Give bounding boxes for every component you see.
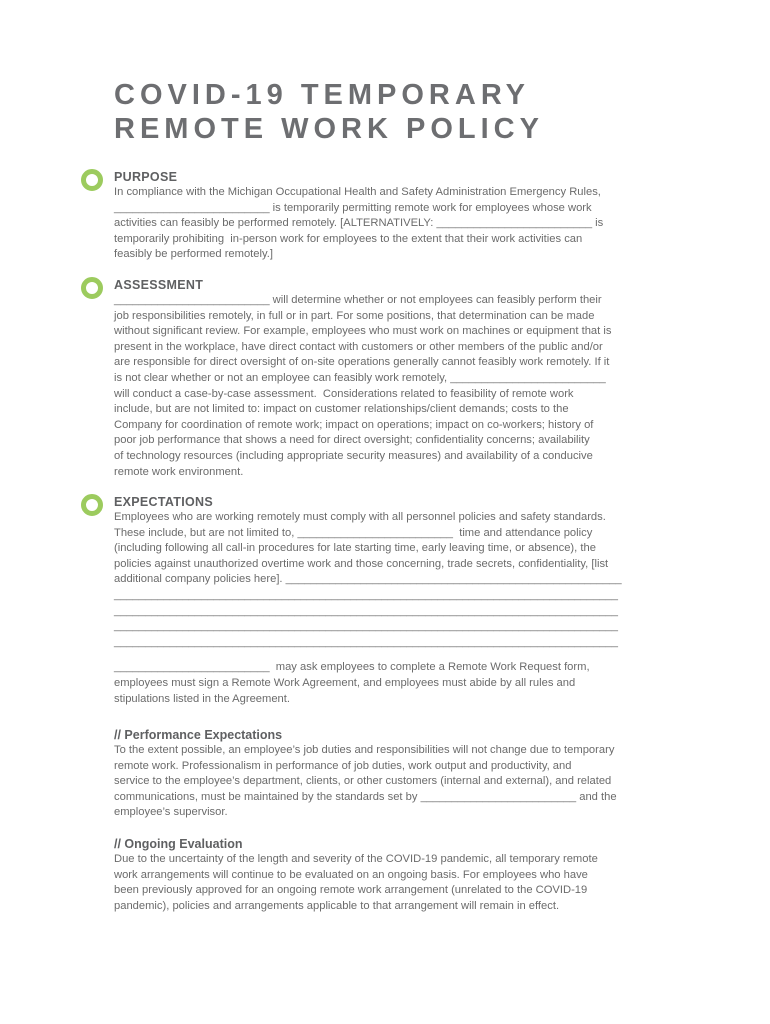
text-line: include, but are not limited to: impact on customer relationships/client demands; costs to the (114, 403, 569, 416)
text-line: are responsible for direct oversight of on-site operations generally cannot feasibly work remotely. If it (114, 356, 610, 369)
title-line-2: REMOTE WORK POLICY (114, 113, 544, 145)
text-line: employees must sign a Remote Work Agreement, and employees must abide by all rules and (114, 676, 576, 689)
text-line: will conduct a case-by-case assessment. Considerations related to feasibility of remote work (114, 387, 574, 400)
blank-line: _________________________________________________________________________________ (114, 635, 618, 648)
text-line: These include, but are not limited to, _________________________ time and attendance policy (114, 526, 593, 539)
remote-work-request-text (114, 660, 659, 707)
evaluation-heading: // Ongoing Evaluation (114, 837, 243, 851)
text-line: Due to the uncertainty of the length and severity of the COVID-19 pandemic, all temporary remote (114, 853, 598, 865)
purpose-section (114, 169, 659, 263)
text-line: temporarily prohibiting in-person work for employees to the extent that their work activities can (114, 232, 583, 245)
text-line: stipulations listed in the Agreement. (114, 692, 290, 705)
purpose-text (114, 185, 659, 263)
text-line: is not clear whether or not an employee can feasibly work remotely, _________________________ (114, 371, 606, 384)
text-line: pandemic), policies and arrangements applicable to that arrangement will remain in effect. (114, 899, 560, 912)
text-line: Employees who are working remotely must comply with all personnel policies and safety standards. (114, 511, 606, 523)
assessment-text (114, 293, 659, 480)
blank-line: _________________________________________________________________________________ (114, 604, 618, 617)
evaluation-text (114, 852, 659, 914)
text-line: feasibly be performed remotely.] (114, 248, 273, 261)
text-line: In compliance with the Michigan Occupational Health and Safety Administration Emergency Rules, (114, 186, 601, 198)
text-line: _________________________ is temporarily permitting remote work for employees whose work (114, 201, 592, 214)
blank-line: _________________________________________________________________________________ (114, 620, 618, 633)
text-line: (including following all call-in procedures for late starting time, early leaving time, or absence), the (114, 542, 596, 555)
text-line: activities can feasibly be performed remotely. [ALTERNATIVELY: _________________________ is (114, 217, 604, 230)
text-line: poor job performance that shows a need for direct oversight; confidentiality concerns; availability (114, 434, 590, 447)
text-line: _________________________ may ask employees to complete a Remote Work Request form, (114, 661, 590, 674)
text-line: communications, must be maintained by the standards set by _________________________ and the (114, 790, 617, 803)
document-title (114, 78, 544, 146)
circle-bullet-icon (81, 277, 103, 299)
text-line: present in the workplace, have direct contact with customers or other members of the public and/or (114, 340, 603, 353)
title-line-1: COVID-19 TEMPORARY (114, 79, 531, 111)
text-line: _________________________ will determine whether or not employees can feasibly perform their (114, 294, 602, 306)
text-line: Company for coordination of remote work; impact on operations; impact on co-workers; history of (114, 418, 594, 431)
expectations-section (114, 494, 659, 707)
text-line: employee’s supervisor. (114, 806, 228, 819)
text-line: policies against unauthorized overtime work and those concerning, trade secrets, confidentiality, [list (114, 557, 609, 570)
text-line: To the extent possible, an employee’s job duties and responsibilities will not change due to temporary (114, 744, 615, 756)
text-line: additional company policies here]. ______________________________________________________ (114, 573, 622, 586)
text-line: job responsibilities remotely, in full or in part. For some positions, that determination can be made (114, 309, 595, 322)
text-line: remote work. Professionalism in performance of job duties, work output and productivity, and (114, 759, 572, 772)
circle-bullet-icon (81, 169, 103, 191)
expectations-heading: EXPECTATIONS (114, 495, 213, 509)
blank-line: _________________________________________________________________________________ (114, 588, 618, 601)
circle-bullet-icon (81, 494, 103, 516)
assessment-heading: ASSESSMENT (114, 278, 204, 292)
evaluation-section (114, 836, 659, 914)
text-line: been previously approved for an ongoing remote work arrangement (unrelated to the COVID-19 (114, 884, 588, 897)
assessment-section (114, 277, 659, 480)
text-line: of technology resources (including appropriate security measures) and availability of a conducive (114, 449, 593, 462)
expectations-text (114, 510, 659, 650)
purpose-heading: PURPOSE (114, 170, 178, 184)
performance-heading: // Performance Expectations (114, 728, 283, 742)
text-line: remote work environment. (114, 465, 244, 478)
text-line: service to the employee’s department, clients, or other customers (internal and external), and related (114, 775, 612, 788)
performance-section (114, 727, 659, 821)
text-line: without significant review. For example, employees who must work on machines or equipment that is (114, 325, 612, 338)
text-line: work arrangements will continue to be evaluated on an ongoing basis. For employees who have (114, 868, 588, 881)
performance-text (114, 743, 659, 821)
